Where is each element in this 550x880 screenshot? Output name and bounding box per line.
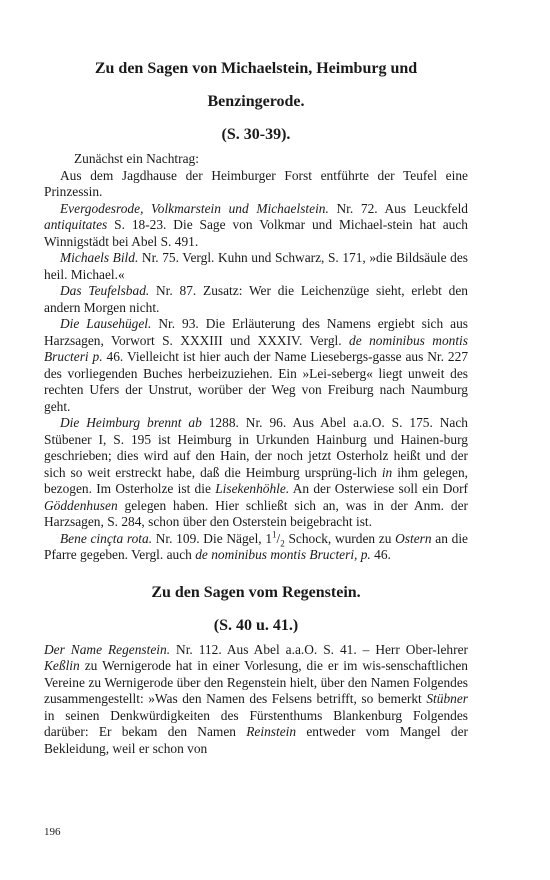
entry-title: Der Name Regenstein. <box>44 641 171 657</box>
italic-run: Reinstein <box>246 724 297 739</box>
paragraph-nachtrag: Zunächst ein Nachtrag: <box>74 151 199 166</box>
text-run: in seinen Denkwürdigkeiten des Fürstenthums Blankenburg Folgendes darüber: Er bekam den Namen <box>44 707 468 739</box>
italic-run: de nominibus montis Bructeri, p. <box>195 547 371 562</box>
italic-run: in <box>381 464 393 480</box>
section-page-range: (S. 30-39). <box>221 126 291 143</box>
entry-title: Bene cinçta rota. <box>60 530 153 546</box>
text-run: 1288. Nr. 96. Aus Abel a.a.O. S. 175. Nach Stübener I, S. 195 ist Heimburg in Urkunden Hainburg und Hainen-burg geschrieben; dies wird auf den Hain, der noch jetzt Osterholz heißt und der sich so weit erstreckt habe, daß die Heimburg ursprüng-lich <box>44 415 468 480</box>
text-run: Nr. 72. Aus Leuckfeld <box>328 200 468 216</box>
section-heading-michaelstein <box>56 52 456 118</box>
text-run: Nr. 75. Vergl. Kuhn und Schwarz, S. 171, »die Bildsäule des heil. Michael.« <box>44 250 468 282</box>
text-run: Schock, wurden zu <box>284 530 396 546</box>
entry-title: Die Lausehügel. <box>60 316 152 331</box>
fraction-numerator: 1 <box>272 529 277 540</box>
section-heading-regenstein: Zu den Sagen vom Regenstein. <box>151 583 361 601</box>
paragraph-evergodesrode <box>44 201 468 251</box>
paragraph-lausehuegel <box>44 316 468 415</box>
paragraph-jagdhaus: Aus dem Jagdhause der Heimburger Forst entführte der Teufel eine Prinzessin. <box>44 167 468 199</box>
text-run: An der Osterwiese soll ein Dorf <box>289 481 469 496</box>
entry-title: Die Heimburg brennt ab <box>60 415 202 430</box>
paragraph-michaels-bild <box>44 250 468 283</box>
italic-run: antiquitates <box>44 217 108 232</box>
text-run: Nr. 87. Zusatz: Wer die Leichenzüge sieht, erlebt den andern Morgen nicht. <box>44 283 468 315</box>
italic-run: Ostern <box>395 530 432 546</box>
page-body <box>44 52 468 757</box>
text-run: Nr. 112. Aus Abel a.a.O. S. 41. – Herr Ober-lehrer <box>170 641 468 657</box>
italic-run: Stübner <box>426 691 468 706</box>
page-number: 196 <box>44 826 61 838</box>
text-run: 46. Vielleicht ist hier auch der Name Liesebergs-gasse aus Nr. 227 des vorliegenden Buches herbeizuziehen. Ein »Lei-seberg« liegt unweit des rechten Ufers der Unstrut, worüber der Weg von Freiburg nach Naumburg geht. <box>44 349 469 414</box>
text-run: entweder vom Mangel der Bekleidung, weil er schon von <box>44 724 468 756</box>
paragraph-heimburg <box>44 415 468 531</box>
italic-run: Göddenhusen <box>44 497 118 513</box>
italic-run: de nominibus montis Bructeri p. <box>44 332 468 364</box>
text-run: S. 18-23. Die Sage von Volkmar und Michael-stein hat auch Winnigstädt bei Abel S. 491. <box>44 217 468 249</box>
section-page-range: (S. 40 u. 41.) <box>213 616 299 634</box>
text-run: Nr. 109. Die Nägel, 1 <box>152 530 273 546</box>
entry-title: Das Teufelsbad. <box>60 283 150 298</box>
paragraph-bene-cincta-rota <box>44 531 468 564</box>
italic-run: Keßlin <box>44 658 80 673</box>
paragraph-teufelsbad <box>44 283 468 316</box>
fraction-denominator: 2 <box>280 538 285 549</box>
text-run: an die Pfarre gegeben. Vergl. auch <box>44 530 468 562</box>
paragraph-name-regenstein <box>44 642 468 758</box>
section-regenstein <box>44 576 468 758</box>
text-run: gelegen haben. Hier schließt sich an, was in der Anm. der Harzsagen, S. 284, schon über den Osterstein beigebracht ist. <box>44 497 468 529</box>
entry-title: Evergodesrode, Volkmarstein und Michaelstein. <box>60 200 329 216</box>
heading-line: Zu den Sagen von Michaelstein, Heimburg und <box>94 60 418 77</box>
entry-title: Michaels Bild. <box>60 250 139 265</box>
text-run: ihm gelegen, bezogen. Im Osterholze ist die <box>44 464 468 496</box>
text-run: zu Wernigerode hat in einer Vorlesung, die er im wis-senschaftlichen Vereine zu Wernigerode über den Regenstein hielt, über den Namen Folgendes zusammengestellt: »Was den Namen des Felsens betrifft, so bemerkt <box>44 658 468 706</box>
heading-line: Benzingerode. <box>207 93 305 110</box>
text-run: Nr. 93. Die Erläuterung des Namens ergiebt sich aus Harzsagen, Vorwort S. XXXIII und XXXIV. Vergl. <box>44 316 468 348</box>
text-run: 46. <box>370 547 391 562</box>
italic-run: Lisekenhöhle. <box>215 481 290 496</box>
fraction-slash: / <box>276 530 281 546</box>
